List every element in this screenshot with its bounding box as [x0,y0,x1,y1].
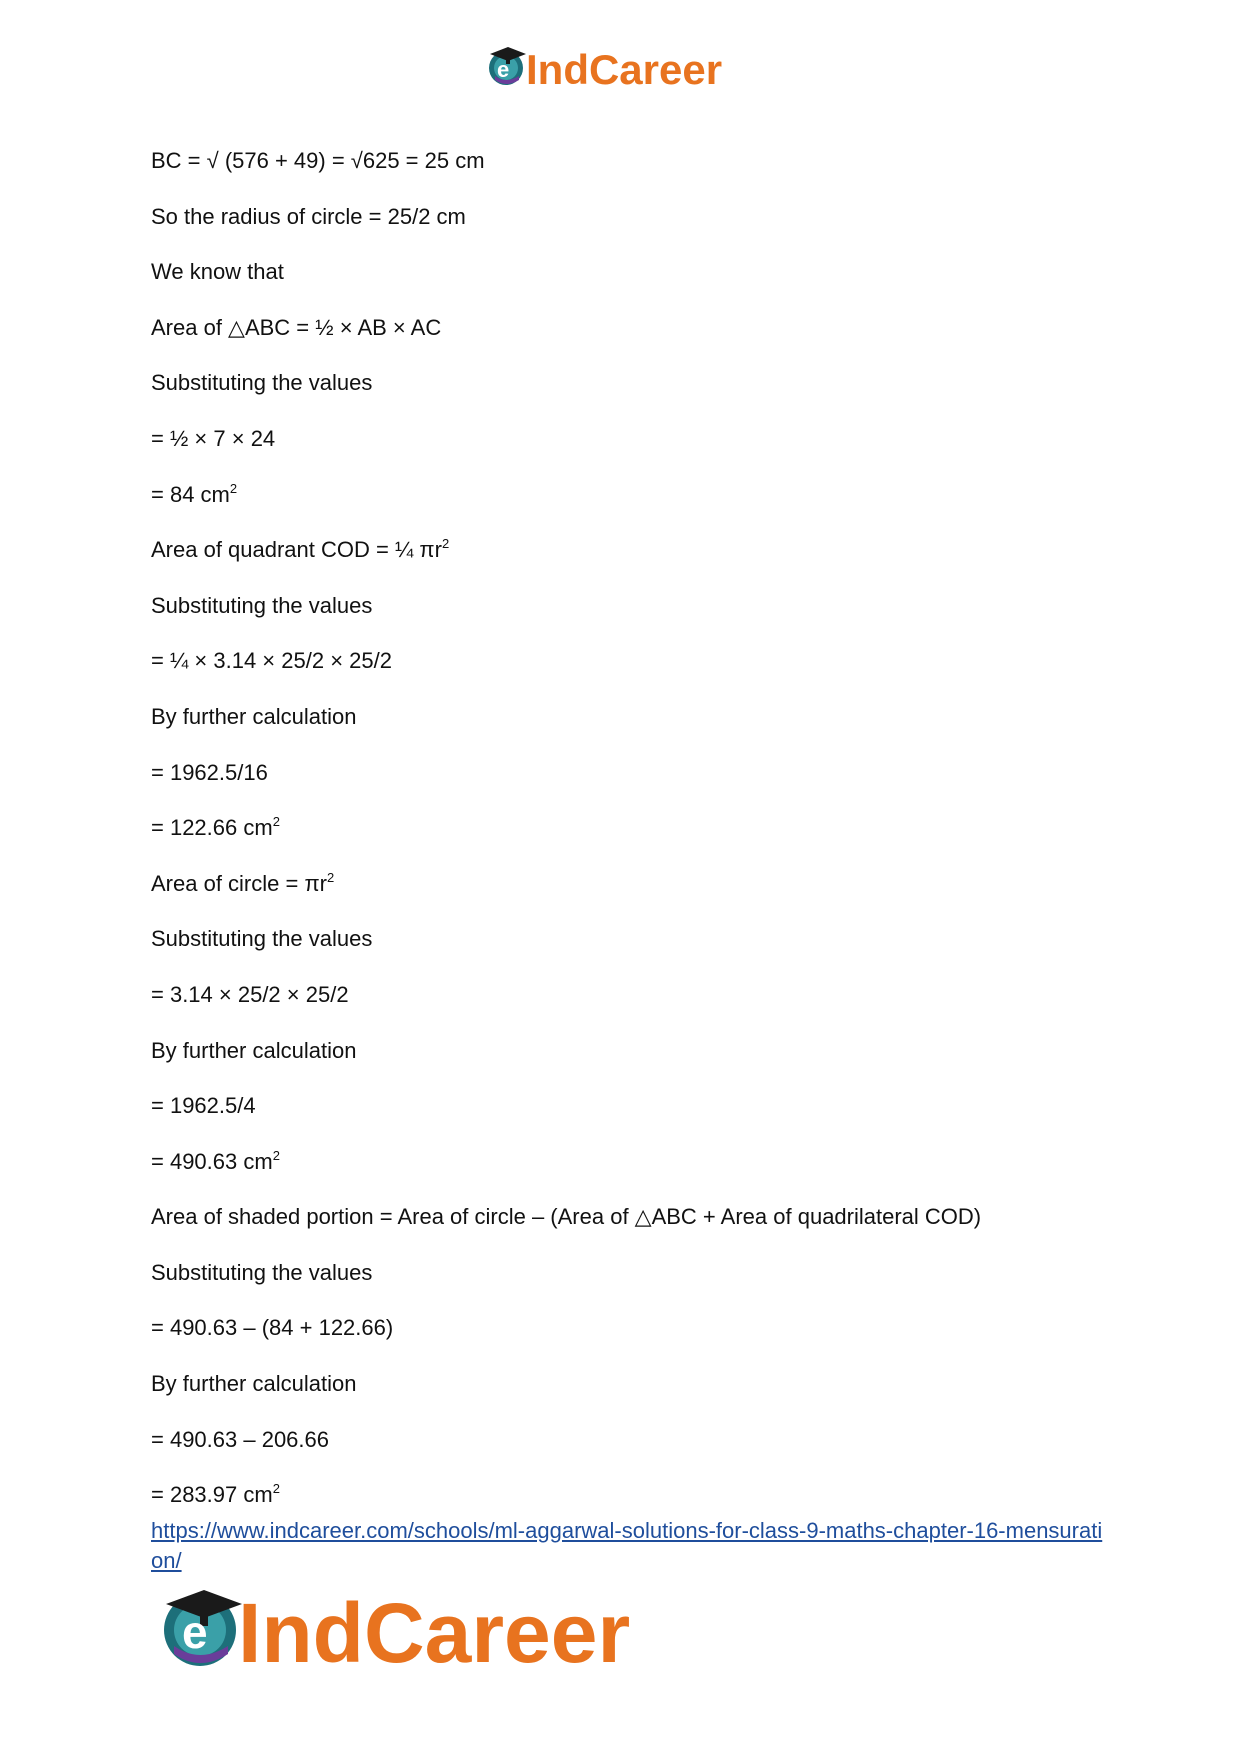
line-text: Area of shaded portion = Area of circle – (Area of △ABC + Area of quadrilateral COD) [151,1204,982,1230]
line-text: = 490.63 cm [151,1148,273,1174]
footer-logo-svg [160,1586,705,1670]
line-text: Area of △ABC = ½ × AB × AC [151,314,442,340]
source-link[interactable]: https://www.indcareer.com/schools/ml-aggarwal-solutions-for-class-9-maths-chapter-16-mensuration/ [151,1518,1103,1573]
solution-line [151,259,1111,285]
solution-line [151,1204,1111,1230]
solution-line [151,1260,1111,1286]
line-text: So the radius of circle = 25/2 cm [151,203,466,229]
line-text: Substituting the values [151,370,373,396]
line-text: = 122.66 cm [151,815,273,841]
svg-text:e: e [497,57,510,82]
solution-line [151,815,1111,841]
superscript: 2 [272,1481,280,1497]
line-text: = 1962.5/16 [151,759,268,785]
solution-line [151,1149,1111,1175]
line-text: = 283.97 cm [151,1482,273,1508]
superscript: 2 [272,814,280,830]
superscript: 2 [326,869,335,885]
solution-line [151,982,1111,1008]
graduation-cap-globe-icon [164,1590,242,1666]
line-text: By further calculation [151,1037,357,1063]
header-logo [486,42,766,92]
solution-line [151,148,1111,174]
svg-text:e: e [182,1606,208,1658]
line-text: We know that [151,259,284,285]
line-text: By further calculation [151,1371,357,1397]
solution-line [151,760,1111,786]
solution-line [151,1093,1111,1119]
footer-logo-text: IndCareer [238,1586,631,1670]
solution-line [151,315,1111,341]
logo-text: IndCareer [526,46,723,92]
logo-svg [486,42,766,92]
solution-line [151,1371,1111,1397]
solution-line [151,871,1111,897]
line-text: = 3.14 × 25/2 × 25/2 [151,981,349,1007]
line-text: = 490.63 – (84 + 122.66) [151,1315,394,1341]
solution-line [151,1482,1111,1508]
solution-line [151,704,1111,730]
line-text: Substituting the values [151,1259,373,1285]
solution-line [151,204,1111,230]
graduation-cap-globe-icon [489,47,526,85]
line-text: = ½ × 7 × 24 [151,425,276,451]
footer-logo [160,1586,705,1670]
superscript: 2 [229,480,238,496]
solution-content [151,148,1111,1538]
solution-line [151,926,1111,952]
solution-line [151,482,1111,508]
line-text: Area of circle = πr [151,870,327,896]
line-text: Substituting the values [151,926,373,952]
solution-line [151,537,1111,563]
solution-line [151,648,1111,674]
line-text: = 1962.5/4 [151,1093,256,1119]
line-text: Substituting the values [151,592,373,618]
line-text: By further calculation [151,703,357,729]
solution-line [151,1038,1111,1064]
solution-line [151,1427,1111,1453]
solution-line [151,1315,1111,1341]
line-text: = 490.63 – 206.66 [151,1426,329,1452]
superscript: 2 [272,1147,280,1163]
line-text: BC = √ (576 + 49) = √625 = 25 cm [151,148,485,173]
superscript: 2 [441,536,450,552]
solution-line [151,593,1111,619]
line-text: = ¼ × 3.14 × 25/2 × 25/2 [151,648,392,674]
line-text: = 84 cm [151,481,230,507]
solution-line [151,426,1111,452]
solution-line [151,370,1111,396]
line-text: Area of quadrant COD = ¼ πr [151,537,442,563]
